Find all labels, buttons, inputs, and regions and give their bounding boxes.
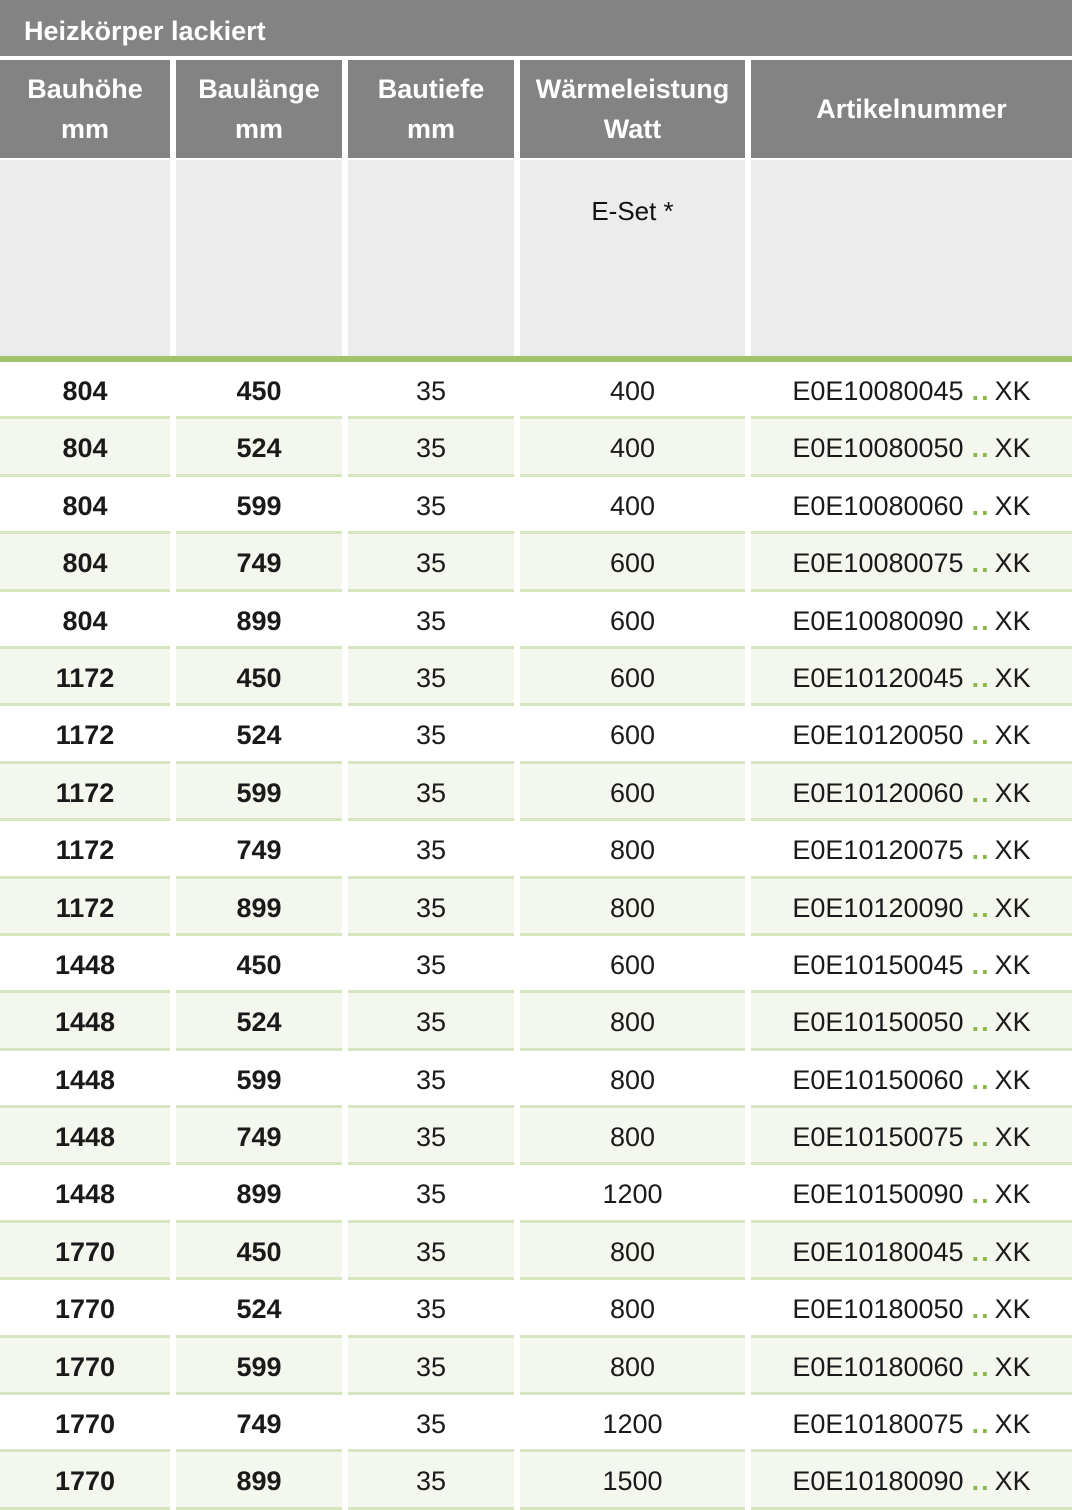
article-separator: .. [971,1179,991,1210]
cell-bautiefe: 35 [415,490,447,521]
cell-artikelnummer [751,649,1072,704]
article-separator: .. [971,949,991,980]
article-number: E0E10150060 [792,1064,964,1095]
cell-waermeleistung: 600 [520,649,745,704]
cell-artikelnummer [751,1338,1072,1393]
cell-baulaenge: 899 [236,1179,282,1210]
subheader-cell-bautiefe [348,160,514,356]
article-separator: .. [971,1122,991,1153]
cell-waermeleistung: 800 [520,1108,745,1163]
cell-bautiefe: 35 [415,1064,447,1095]
header-artikelnummer-label: Artikelnummer [816,94,1007,124]
cell-waermeleistung: 1500 [520,1452,745,1507]
cell-bauhoehe: 804 [62,605,108,636]
subheader-cell-bauhoehe [0,160,170,356]
table-row [0,879,1072,936]
article-suffix: XK [994,720,1031,751]
article-suffix: XK [994,1236,1031,1267]
cell-artikelnummer [751,993,1072,1048]
cell-waermeleistung: 800 [609,1294,656,1325]
cell-baulaenge: 450 [176,649,342,704]
cell-bautiefe: 35 [415,835,447,866]
cell-baulaenge: 749 [236,1409,282,1440]
article-number: E0E10080090 [792,605,964,636]
article-number: E0E10080045 [792,376,964,406]
cell-artikelnummer [751,706,1072,761]
article-number: E0E10080075 [792,548,964,579]
article-suffix: XK [994,777,1031,808]
table-row [0,362,1072,419]
article-separator: .. [971,490,991,521]
row-separator [348,1507,514,1510]
article-separator: .. [971,1007,991,1038]
article-number: E0E10080060 [792,490,964,521]
table-row [0,1165,1072,1222]
article-suffix: XK [994,376,1031,406]
article-suffix: XK [994,1351,1031,1382]
cell-bauhoehe: 804 [62,490,108,521]
header-waermeleistung-label: Wärmeleistung [535,74,730,104]
cell-artikelnummer [751,821,1072,876]
table-row [0,993,1072,1050]
article-number: E0E10180045 [792,1236,964,1267]
table-row [0,1108,1072,1165]
article-number: E0E10150075 [792,1122,964,1153]
cell-baulaenge: 599 [236,490,282,521]
cell-baulaenge: 524 [236,1294,282,1325]
article-number: E0E10150090 [792,1179,964,1210]
cell-bautiefe: 35 [348,1338,514,1393]
article-suffix: XK [994,1409,1031,1440]
row-separator [176,1507,342,1510]
cell-baulaenge: 749 [236,835,282,866]
cell-bauhoehe: 804 [0,419,170,474]
cell-bautiefe: 35 [348,534,514,589]
table-row [0,477,1072,534]
article-suffix: XK [994,1466,1031,1497]
cell-bautiefe: 35 [415,376,447,406]
article-suffix: XK [994,1007,1031,1038]
article-number: E0E10120060 [792,777,964,808]
cell-waermeleistung: 800 [520,1338,745,1393]
cell-bautiefe: 35 [348,764,514,819]
article-suffix: XK [994,892,1031,923]
subheader-e-set: E-Set * [520,160,745,356]
cell-bauhoehe: 1448 [54,1179,116,1210]
header-baulaenge-label: Baulänge [198,74,320,104]
cell-waermeleistung: 400 [609,490,656,521]
cell-baulaenge: 749 [176,534,342,589]
table-title: Heizkörper lackiert [0,0,1072,58]
table-row [0,649,1072,706]
table-row [0,764,1072,821]
cell-artikelnummer [751,1051,1072,1106]
article-separator: .. [971,720,991,751]
cell-bauhoehe: 1172 [55,720,115,751]
cell-bauhoehe: 1770 [0,1452,170,1507]
article-separator: .. [971,548,991,579]
article-suffix: XK [994,1179,1031,1210]
article-separator: .. [971,777,991,808]
article-number: E0E10150050 [792,1007,964,1038]
cell-waermeleistung: 800 [609,1064,656,1095]
cell-bauhoehe: 1770 [54,1294,116,1325]
cell-bautiefe: 35 [348,419,514,474]
table-row [0,534,1072,591]
article-separator: .. [971,1064,991,1095]
cell-baulaenge: 599 [236,1064,282,1095]
cell-artikelnummer [751,1452,1072,1507]
cell-bautiefe: 35 [348,993,514,1048]
cell-bautiefe: 35 [348,1223,514,1278]
article-separator: .. [971,376,991,406]
cell-bauhoehe: 1448 [54,949,116,980]
cell-bautiefe: 35 [415,949,447,980]
cell-artikelnummer [751,1395,1072,1450]
cell-bauhoehe: 804 [0,534,170,589]
article-number: E0E10180075 [792,1409,964,1440]
cell-bautiefe: 35 [348,1452,514,1507]
subheader-cell-artikelnummer [751,160,1072,356]
cell-artikelnummer [751,936,1072,991]
cell-bautiefe: 35 [348,879,514,934]
header-bautiefe [348,60,514,158]
cell-bautiefe: 35 [348,1108,514,1163]
article-separator: .. [971,1466,991,1497]
cell-baulaenge: 450 [236,949,282,980]
cell-bauhoehe: 1770 [0,1338,170,1393]
cell-bauhoehe: 804 [62,376,108,406]
cell-baulaenge: 524 [236,720,282,751]
cell-artikelnummer [751,419,1072,474]
cell-waermeleistung: 1200 [602,1179,663,1210]
cell-waermeleistung: 1200 [602,1409,663,1440]
table-row [0,1338,1072,1395]
header-bautiefe-label: Bautiefe [377,74,485,104]
cell-waermeleistung: 800 [520,879,745,934]
article-separator: .. [971,1236,991,1267]
article-separator: .. [971,433,991,464]
cell-bautiefe: 35 [415,605,447,636]
cell-baulaenge: 899 [236,605,282,636]
cell-artikelnummer [751,534,1072,589]
article-suffix: XK [994,949,1031,980]
article-separator: .. [971,835,991,866]
table-row [0,1051,1072,1108]
cell-bauhoehe: 1770 [54,1409,116,1440]
header-waermeleistung [520,60,745,158]
article-number: E0E10180090 [792,1466,964,1497]
cell-artikelnummer [751,362,1072,417]
cell-baulaenge: 450 [176,1223,342,1278]
cell-waermeleistung: 800 [520,993,745,1048]
table-row [0,592,1072,649]
table-body [0,362,1072,1510]
cell-bauhoehe: 1770 [0,1223,170,1278]
cell-artikelnummer [751,879,1072,934]
cell-baulaenge: 599 [176,1338,342,1393]
cell-waermeleistung: 400 [609,376,656,406]
header-baulaenge [176,60,342,158]
cell-baulaenge: 450 [236,376,282,406]
cell-bauhoehe: 1172 [0,649,170,704]
article-suffix: XK [994,433,1031,464]
cell-bauhoehe: 1172 [55,835,115,866]
header-artikelnummer [751,60,1072,158]
cell-bauhoehe: 1448 [54,1064,116,1095]
table-row [0,821,1072,878]
article-suffix: XK [994,835,1031,866]
cell-waermeleistung: 600 [520,764,745,819]
cell-bautiefe: 35 [415,1294,447,1325]
header-waermeleistung-unit: Watt [603,114,662,144]
article-number: E0E10180050 [792,1294,964,1325]
cell-bautiefe: 35 [415,720,447,751]
article-number: E0E10120045 [792,662,964,693]
article-separator: .. [971,1409,991,1440]
cell-bautiefe: 35 [348,649,514,704]
article-suffix: XK [994,1064,1031,1095]
cell-artikelnummer [751,1165,1072,1220]
table-row [0,936,1072,993]
article-suffix: XK [994,662,1031,693]
header-bauhoehe-label: Bauhöhe [27,74,143,104]
article-suffix: XK [994,605,1031,636]
header-bautiefe-unit: mm [406,114,455,144]
table-row [0,1395,1072,1452]
cell-artikelnummer [751,477,1072,532]
row-separator [751,1507,1072,1510]
cell-waermeleistung: 400 [520,419,745,474]
header-bauhoehe-unit: mm [60,114,109,144]
cell-bauhoehe: 1172 [0,879,170,934]
cell-bautiefe: 35 [415,1179,447,1210]
article-separator: .. [971,662,991,693]
cell-bautiefe: 35 [415,1409,447,1440]
article-separator: .. [971,892,991,923]
cell-bauhoehe: 1448 [0,1108,170,1163]
cell-artikelnummer [751,764,1072,819]
cell-baulaenge: 599 [176,764,342,819]
subheader-cell-baulaenge [176,160,342,356]
cell-waermeleistung: 600 [520,534,745,589]
cell-baulaenge: 899 [176,879,342,934]
article-number: E0E10150045 [792,949,964,980]
article-separator: .. [971,605,991,636]
cell-waermeleistung: 600 [609,605,656,636]
cell-bauhoehe: 1448 [0,993,170,1048]
cell-artikelnummer [751,1223,1072,1278]
cell-waermeleistung: 800 [520,1223,745,1278]
header-bauhoehe [0,60,170,158]
article-separator: .. [971,1351,991,1382]
row-separator [520,1507,745,1510]
article-number: E0E10080050 [792,433,964,464]
cell-waermeleistung: 600 [609,720,656,751]
cell-waermeleistung: 600 [609,949,656,980]
cell-artikelnummer [751,1108,1072,1163]
cell-bauhoehe: 1172 [0,764,170,819]
article-suffix: XK [994,490,1031,521]
cell-artikelnummer [751,592,1072,647]
table-row [0,706,1072,763]
cell-baulaenge: 749 [176,1108,342,1163]
article-suffix: XK [994,1122,1031,1153]
article-number: E0E10120075 [792,835,964,866]
cell-baulaenge: 524 [176,419,342,474]
article-suffix: XK [994,548,1031,579]
article-number: E0E10120050 [792,720,964,751]
cell-artikelnummer [751,1280,1072,1335]
article-number: E0E10120090 [792,892,964,923]
row-separator [0,1507,170,1510]
cell-baulaenge: 899 [176,1452,342,1507]
table-row [0,1452,1072,1509]
cell-baulaenge: 524 [176,993,342,1048]
table-row [0,1280,1072,1337]
article-separator: .. [971,1294,991,1325]
article-number: E0E10180060 [792,1351,964,1382]
header-baulaenge-unit: mm [234,114,283,144]
article-suffix: XK [994,1294,1031,1325]
table-row [0,419,1072,476]
cell-waermeleistung: 800 [609,835,656,866]
table-row [0,1223,1072,1280]
